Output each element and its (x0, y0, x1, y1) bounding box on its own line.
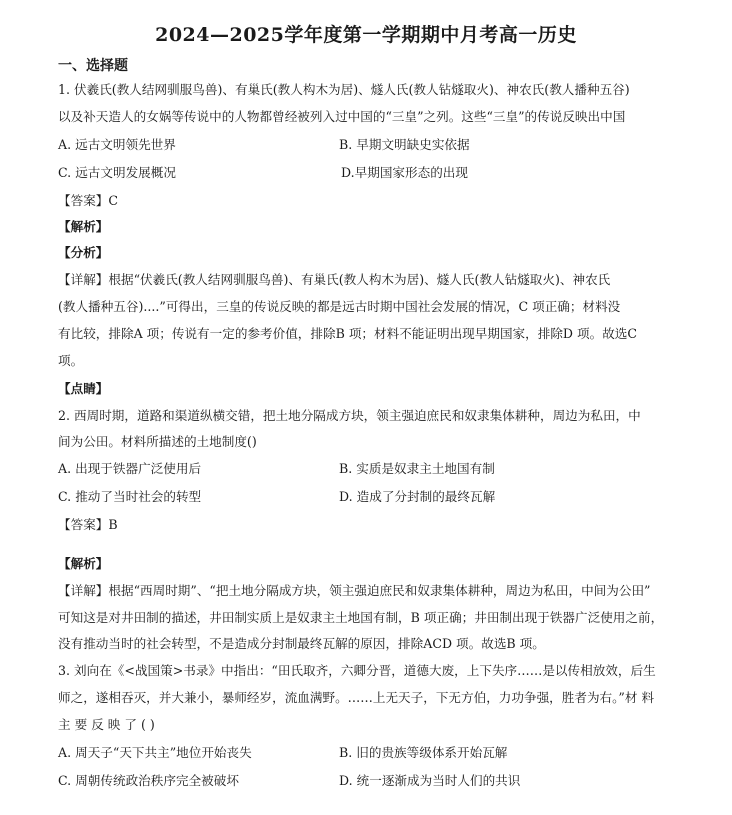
question-2-stem-line-2: 间为公田。材料所描述的土地制度() (58, 434, 257, 449)
question-2-detail-line-2: 可知这是对井田制的描述，井田制实质上是奴隶主土地国有制，B 项正确；井田制出现于铁器广泛使用之前， (58, 610, 664, 625)
question-2-option-a: A. 出现于铁器广泛使用后 (58, 461, 202, 476)
question-3-option-c: C. 周朝传统政治秩序完全被破坏 (58, 773, 239, 788)
question-2-answer: 【答案】B (58, 517, 118, 532)
question-1-option-d: D.早期国家形态的出现 (341, 165, 468, 180)
question-3-stem-line-3: 主 要 反 映 了 ( ) (58, 717, 155, 732)
question-1-stem-line-2: 以及补天造人的女娲等传说中的人物都曾经被列入过中国的“三皇”之列。这些“三皇”的传说反映出中国 (58, 109, 626, 124)
question-1-answer: 【答案】C (58, 193, 119, 208)
question-1-stem-line-1: 1. 伏羲氏(教人结网驯服鸟兽)、有巢氏(教人构木为居)、燧人氏(教人钻燧取火)、神农氏(教人播种五谷) (58, 82, 630, 97)
question-1-option-a: A. 远古文明领先世界 (58, 137, 176, 152)
question-3-stem-line-2: 师之，遂相吞灭，并大兼小，暴师经岁，流血满野。……上无天子，下无方伯，力功争强，胜者为右。”材 料 (58, 690, 655, 705)
question-1-detail-line-4: 项。 (58, 353, 84, 368)
question-1-option-b: B. 早期文明缺史实依据 (339, 137, 470, 152)
question-3-option-d: D. 统一逐渐成为当时人们的共识 (339, 773, 521, 788)
question-3-option-b: B. 旧的贵族等级体系开始瓦解 (339, 745, 508, 760)
question-1-detail-line-2: (教人播种五谷)....”可得出，三皇的传说反映的都是远古时期中国社会发展的情况，C 项正确；材料没 (58, 299, 621, 314)
question-1-detail-line-1: 【详解】根据“伏羲氏(教人结网驯服鸟兽)、有巢氏(教人构木为居)、燧人氏(教人钻燧取火)、神农氏 (58, 272, 611, 287)
question-2-option-d: D. 造成了分封制的最终瓦解 (339, 489, 496, 504)
question-1-fenxi-heading: 【分析】 (58, 245, 109, 260)
question-3-option-a: A. 周天子“天下共主”地位开始丧失 (58, 745, 252, 760)
question-1-analysis-heading: 【解析】 (58, 219, 109, 234)
question-2-analysis-heading: 【解析】 (58, 556, 109, 571)
question-2-option-b: B. 实质是奴隶主土地国有制 (339, 461, 495, 476)
question-3-stem-line-1: 3. 刘向在《<战国策>书录》中指出：“田氏取齐，六卿分晋，道德大废，上下失序……是以传相放效，后生 (58, 663, 656, 678)
question-2-stem-line-1: 2. 西周时期，道路和渠道纵横交错，把土地分隔成方块，领主强迫庶民和奴隶集体耕种，周边为私田，中 (58, 408, 641, 423)
question-2-detail-line-1: 【详解】根据“西周时期”、“把土地分隔成方块，领主强迫庶民和奴隶集体耕种，周边为私田，中间为公田” (58, 583, 651, 598)
question-1-dianjing-heading: 【点睛】 (58, 381, 109, 396)
question-1-option-c: C. 远古文明发展概况 (58, 165, 176, 180)
question-2-detail-line-3: 没有推动当时的社会转型，不是造成分封制最终瓦解的原因，排除ACD 项。故选B 项。 (58, 636, 545, 651)
question-1-detail-line-3: 有比较，排除A 项；传说有一定的参考价值，排除B 项；材料不能证明出现早期国家，排除D 项。故选C (58, 326, 638, 341)
section-heading: 一、选择题 (58, 58, 128, 74)
question-2-option-c: C. 推动了当时社会的转型 (58, 489, 202, 504)
page-title: 2024—2025学年度第一学期期中月考高一历史 (155, 24, 577, 46)
